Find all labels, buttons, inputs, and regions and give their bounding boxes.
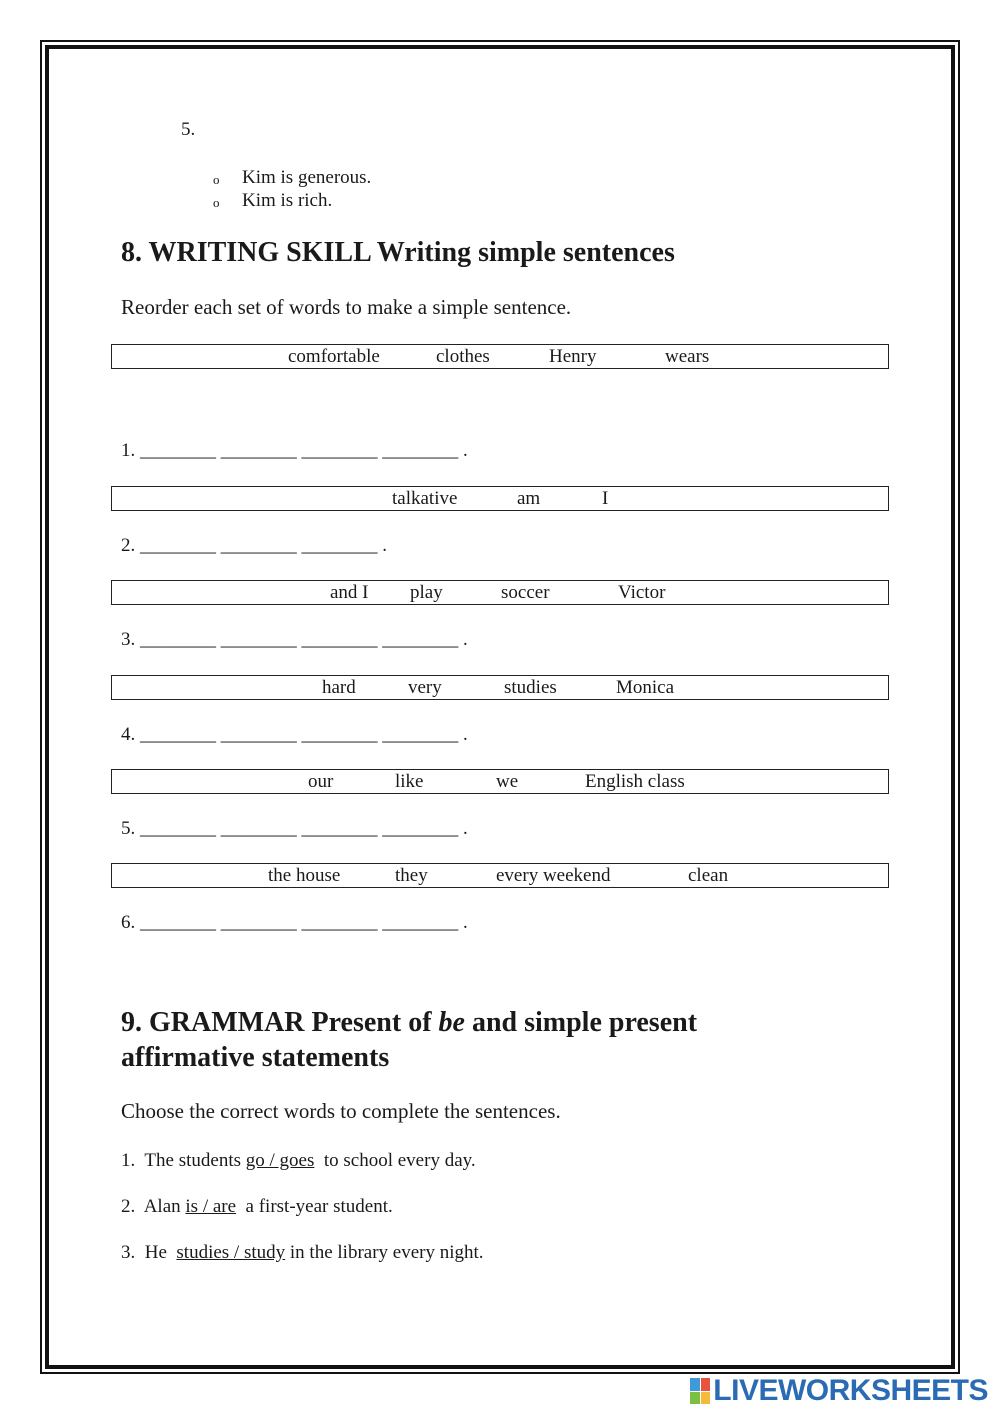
question-number: 5.: [181, 119, 196, 140]
word-chip[interactable]: clothes: [436, 346, 490, 367]
word-choice-dropdown[interactable]: is / are: [185, 1196, 237, 1217]
word-bank-box: [111, 675, 889, 700]
word-bank-box: [111, 580, 889, 605]
word-chip[interactable]: like: [395, 771, 424, 792]
word-chip[interactable]: am: [517, 488, 541, 509]
word-chip[interactable]: the house: [268, 865, 341, 886]
section-9-heading-line2: affirmative statements: [121, 1042, 390, 1073]
word-bank-box: [111, 769, 889, 794]
answer-blanks[interactable]: 1. ________ ________ ________ ________ .: [121, 440, 468, 461]
word-chip[interactable]: talkative: [392, 488, 458, 509]
liveworksheets-logo[interactable]: [690, 1373, 988, 1409]
word-bank-box: [111, 486, 889, 511]
word-chip[interactable]: soccer: [501, 582, 550, 603]
word-choice-dropdown[interactable]: studies / study: [176, 1242, 286, 1263]
word-chip[interactable]: Henry: [549, 346, 597, 367]
word-bank-box: [111, 344, 889, 369]
section-9-heading: 9. GRAMMAR Present of be and simple present: [121, 1007, 698, 1038]
answer-blanks[interactable]: 5. ________ ________ ________ ________ .: [121, 818, 468, 839]
grammar-sentence: 3. He studies / study in the library every night.: [121, 1242, 484, 1263]
grammar-sentence: 2. Alan is / are a first-year student.: [121, 1196, 393, 1217]
radio-option-icon[interactable]: o: [213, 195, 220, 210]
section-9-instruction: Choose the correct words to complete the sentences.: [121, 1099, 561, 1123]
answer-blanks[interactable]: 4. ________ ________ ________ ________ .: [121, 724, 468, 745]
word-chip[interactable]: studies: [504, 677, 557, 698]
word-chip[interactable]: English class: [585, 771, 685, 792]
answer-blanks[interactable]: 3. ________ ________ ________ ________ .: [121, 629, 468, 650]
word-chip[interactable]: comfortable: [288, 346, 380, 367]
word-chip[interactable]: clean: [688, 865, 729, 886]
word-chip[interactable]: every weekend: [496, 865, 611, 886]
logo-text: LIVEWORKSHEETS: [713, 1374, 988, 1407]
word-chip[interactable]: I: [602, 488, 609, 509]
word-chip[interactable]: Monica: [616, 677, 675, 698]
word-chip[interactable]: hard: [322, 677, 356, 698]
section-8-instruction: Reorder each set of words to make a simple sentence.: [121, 295, 572, 319]
option-label: Kim is rich.: [242, 190, 333, 211]
word-chip[interactable]: our: [308, 771, 334, 792]
word-chip[interactable]: and I: [330, 582, 369, 603]
live-badge-icon: [690, 1378, 710, 1404]
word-chip[interactable]: Victor: [618, 582, 666, 603]
answer-blanks[interactable]: 2. ________ ________ ________ .: [121, 535, 387, 556]
word-chip[interactable]: they: [395, 865, 428, 886]
word-chip[interactable]: very: [408, 677, 442, 698]
radio-option-icon[interactable]: o: [213, 172, 220, 187]
word-choice-dropdown[interactable]: go / goes: [245, 1150, 315, 1171]
option-label: Kim is generous.: [242, 167, 372, 188]
word-bank-box: [111, 863, 889, 888]
answer-blanks[interactable]: 6. ________ ________ ________ ________ .: [121, 912, 468, 933]
word-chip[interactable]: play: [410, 582, 443, 603]
word-chip[interactable]: we: [496, 771, 519, 792]
grammar-sentence: 1. The students go / goes to school every day.: [121, 1150, 476, 1171]
word-chip[interactable]: wears: [665, 346, 710, 367]
section-8-heading: 8. WRITING SKILL Writing simple sentences: [121, 237, 675, 268]
